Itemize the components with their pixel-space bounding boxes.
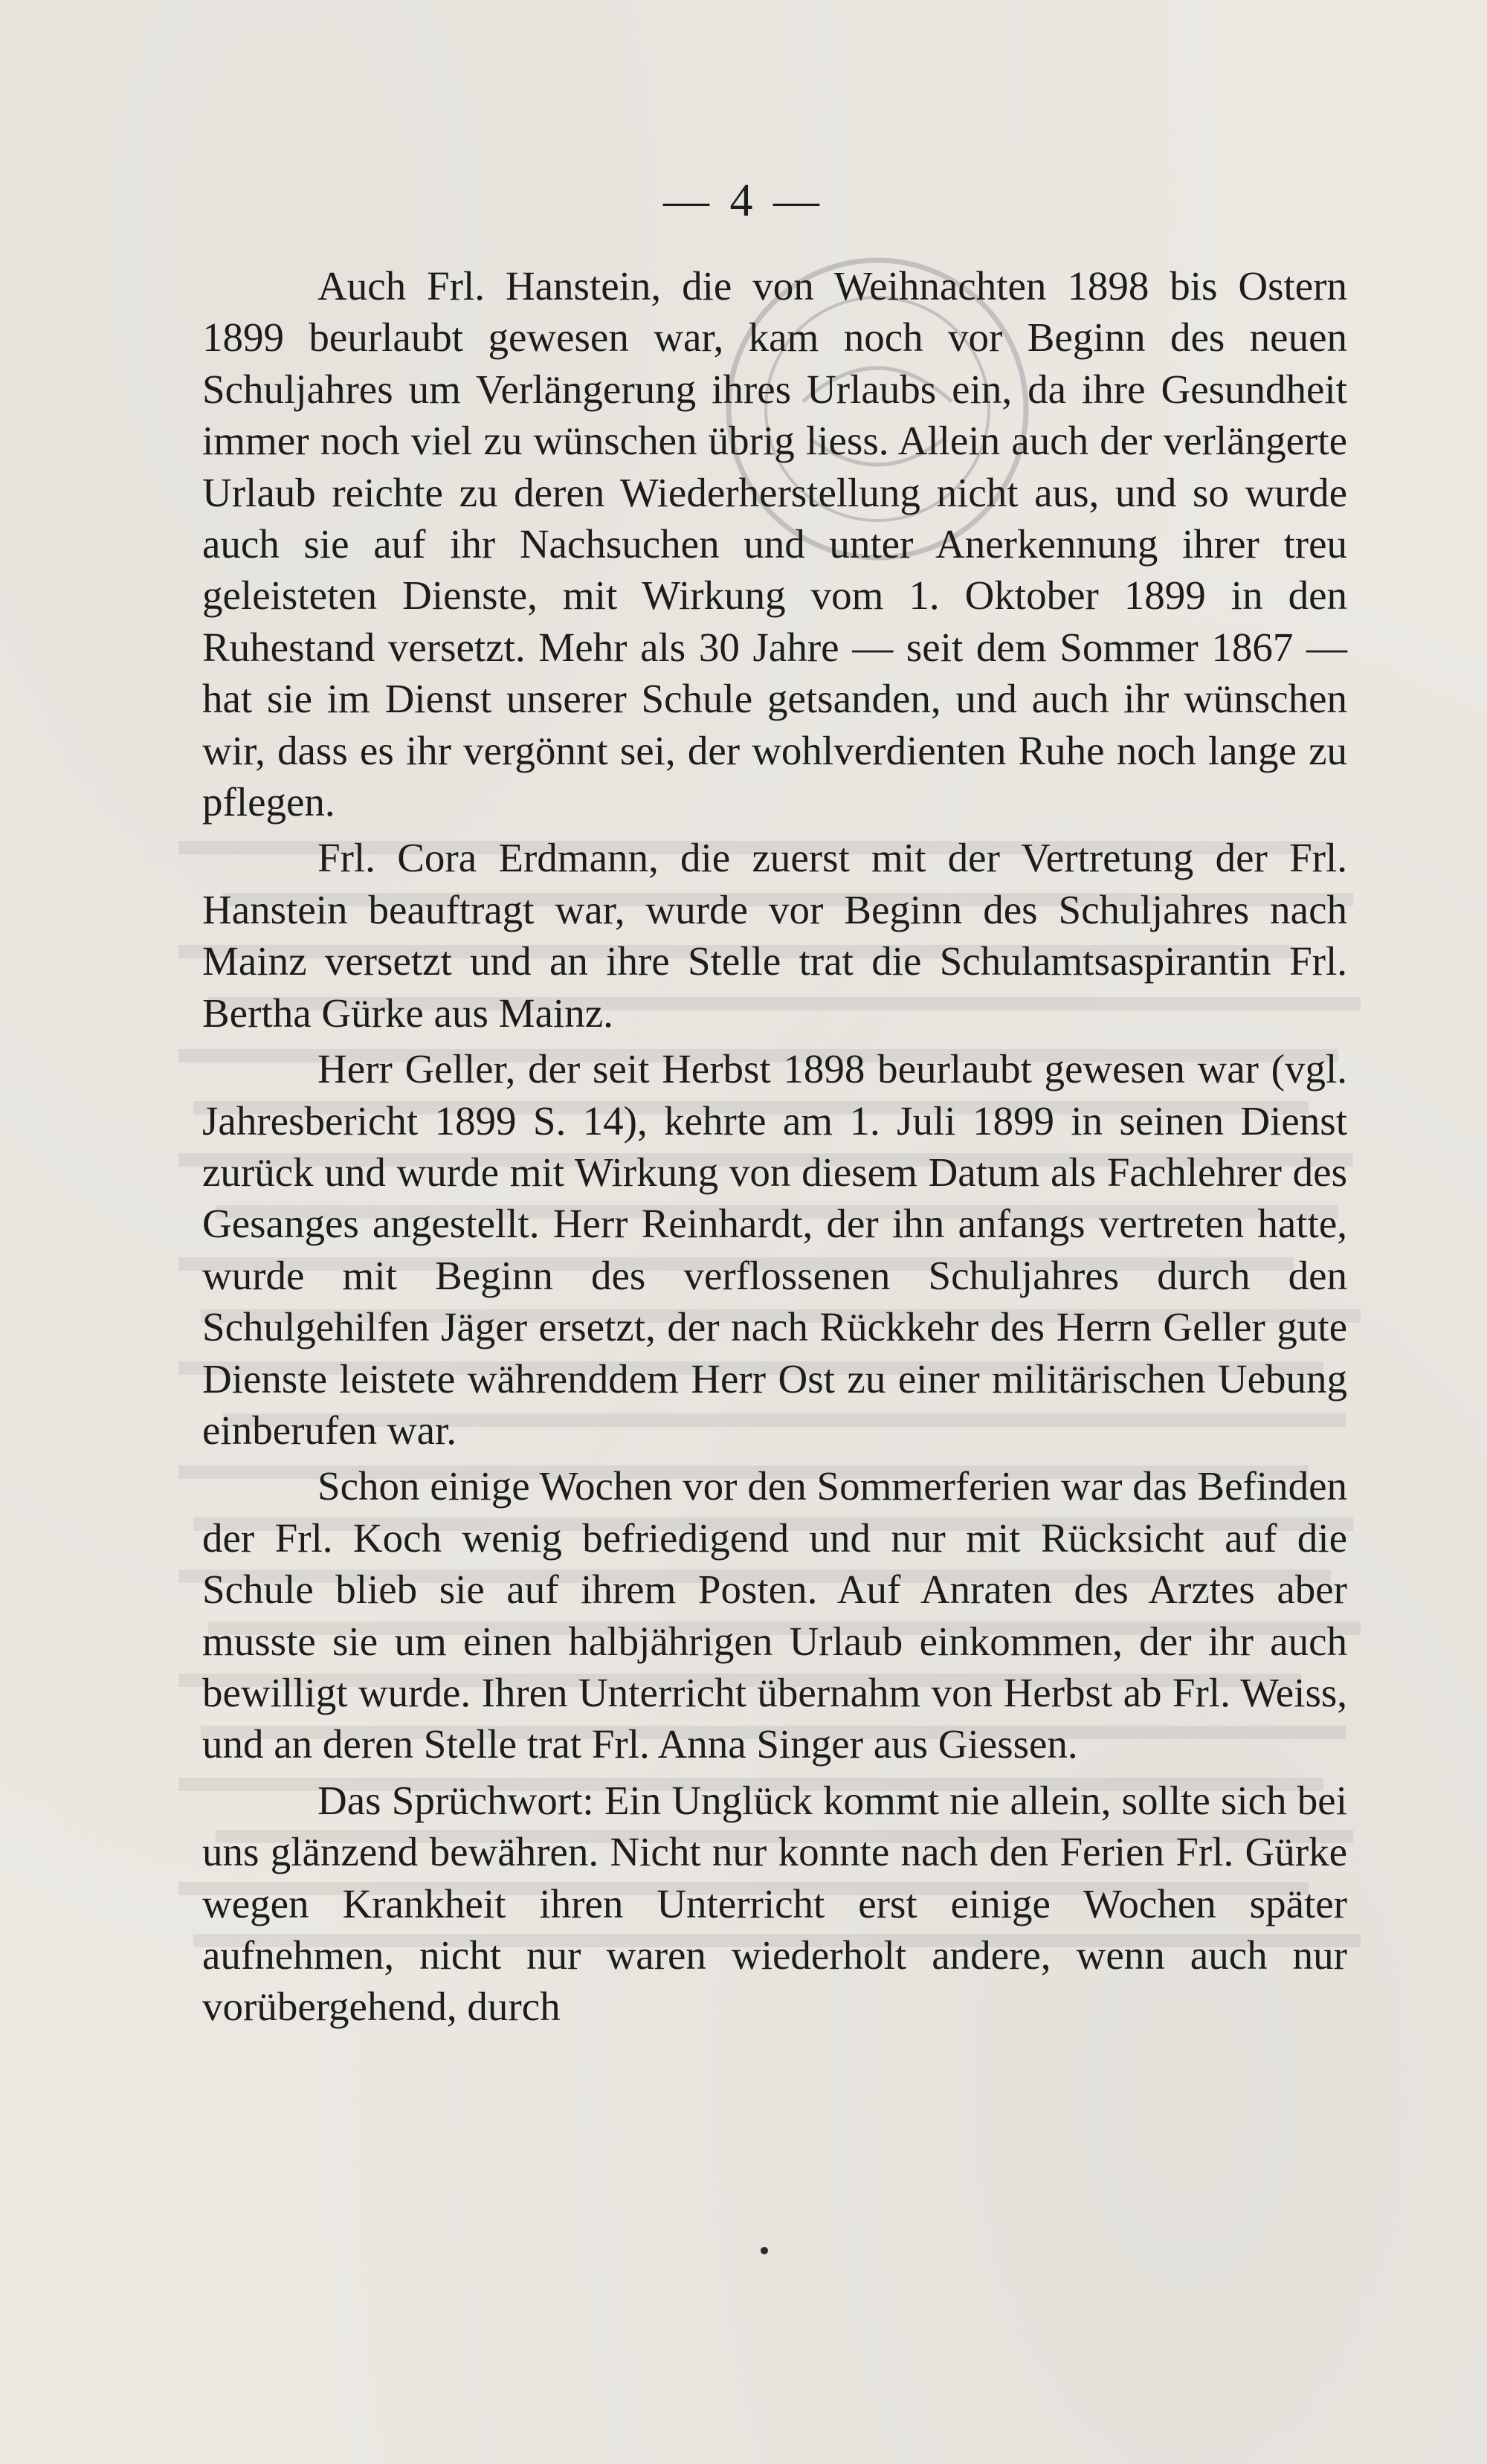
- body-text: [202, 260, 1347, 2034]
- paragraph-4: Schon einige Wochen vor den Sommerferien war das Befinden der Frl. Koch wenig befriedigend und nur mit Rücksicht auf die Schule blieb sie auf ihrem Posten. Auf Anraten des Arztes aber musste sie um einen halbjährigen Urlaub einkommen, der ihr auch bewilligt wurde. Ihren Unterricht übernahm von Herbst ab Frl. Weiss, und an deren Stelle trat Frl. Anna Singer aus Giessen.: [202, 1463, 1347, 1767]
- paragraph-3: Herr Geller, der seit Herbst 1898 beurlaubt gewesen war (vgl. Jahresbericht 1899 S. 14), kehrte am 1. Juli 1899 in seinen Dienst zurück und wurde mit Wirkung von diesem Datum als Fachlehrer des Gesanges angestellt. Herr Reinhardt, der ihn anfangs vertreten hatte, wurde mit Beginn des verflossenen Schuljahres durch den Schulgehilfen Jäger ersetzt, der nach Rückkehr des Herrn Geller gute Dienste leistete währenddem Herr Ost zu einer militärischen Uebung einberufen war.: [202, 1046, 1347, 1453]
- page-number-header: — 4 —: [663, 175, 824, 226]
- paragraph-1: Auch Frl. Hanstein, die von Weihnachten 1898 bis Ostern 1899 beurlaubt gewesen war, kam noch vor Beginn des neuen Schuljahres um Verlängerung ihres Urlaubs ein, da ihre Gesundheit immer noch viel zu wünschen übrig liess. Allein auch der verlängerte Urlaub reichte zu deren Wiederherstellung nicht aus, und so wurde auch sie auf ihr Nachsuchen und unter Anerkennung ihrer treu geleisteten Dienste, mit Wirkung vom 1. Oktober 1899 in den Ruhestand versetzt. Mehr als 30 Jahre — seit dem Sommer 1867 — hat sie im Dienst unserer Schule getsanden, und auch ihr wünschen wir, dass es ihr vergönnt sei, der wohlverdienten Ruhe noch lange zu pflegen.: [202, 263, 1347, 825]
- paragraph-5: Das Sprüchwort: Ein Unglück kommt nie allein, sollte sich bei uns glänzend bewähren. Nicht nur konnte nach den Ferien Frl. Gürke wegen Krankheit ihren Unterricht erst einige Wochen später aufnehmen, nicht nur waren wiederholt andere, wenn auch nur vorübergehend, durch: [202, 1777, 1347, 2030]
- footer-mark: [761, 2247, 768, 2254]
- paragraph-2: Frl. Cora Erdmann, die zuerst mit der Vertretung der Frl. Hanstein beauftragt war, wurde vor Beginn des Schuljahres nach Mainz versetzt und an ihre Stelle trat die Schulamtsaspirantin Frl. Bertha Gürke aus Mainz.: [202, 835, 1347, 1036]
